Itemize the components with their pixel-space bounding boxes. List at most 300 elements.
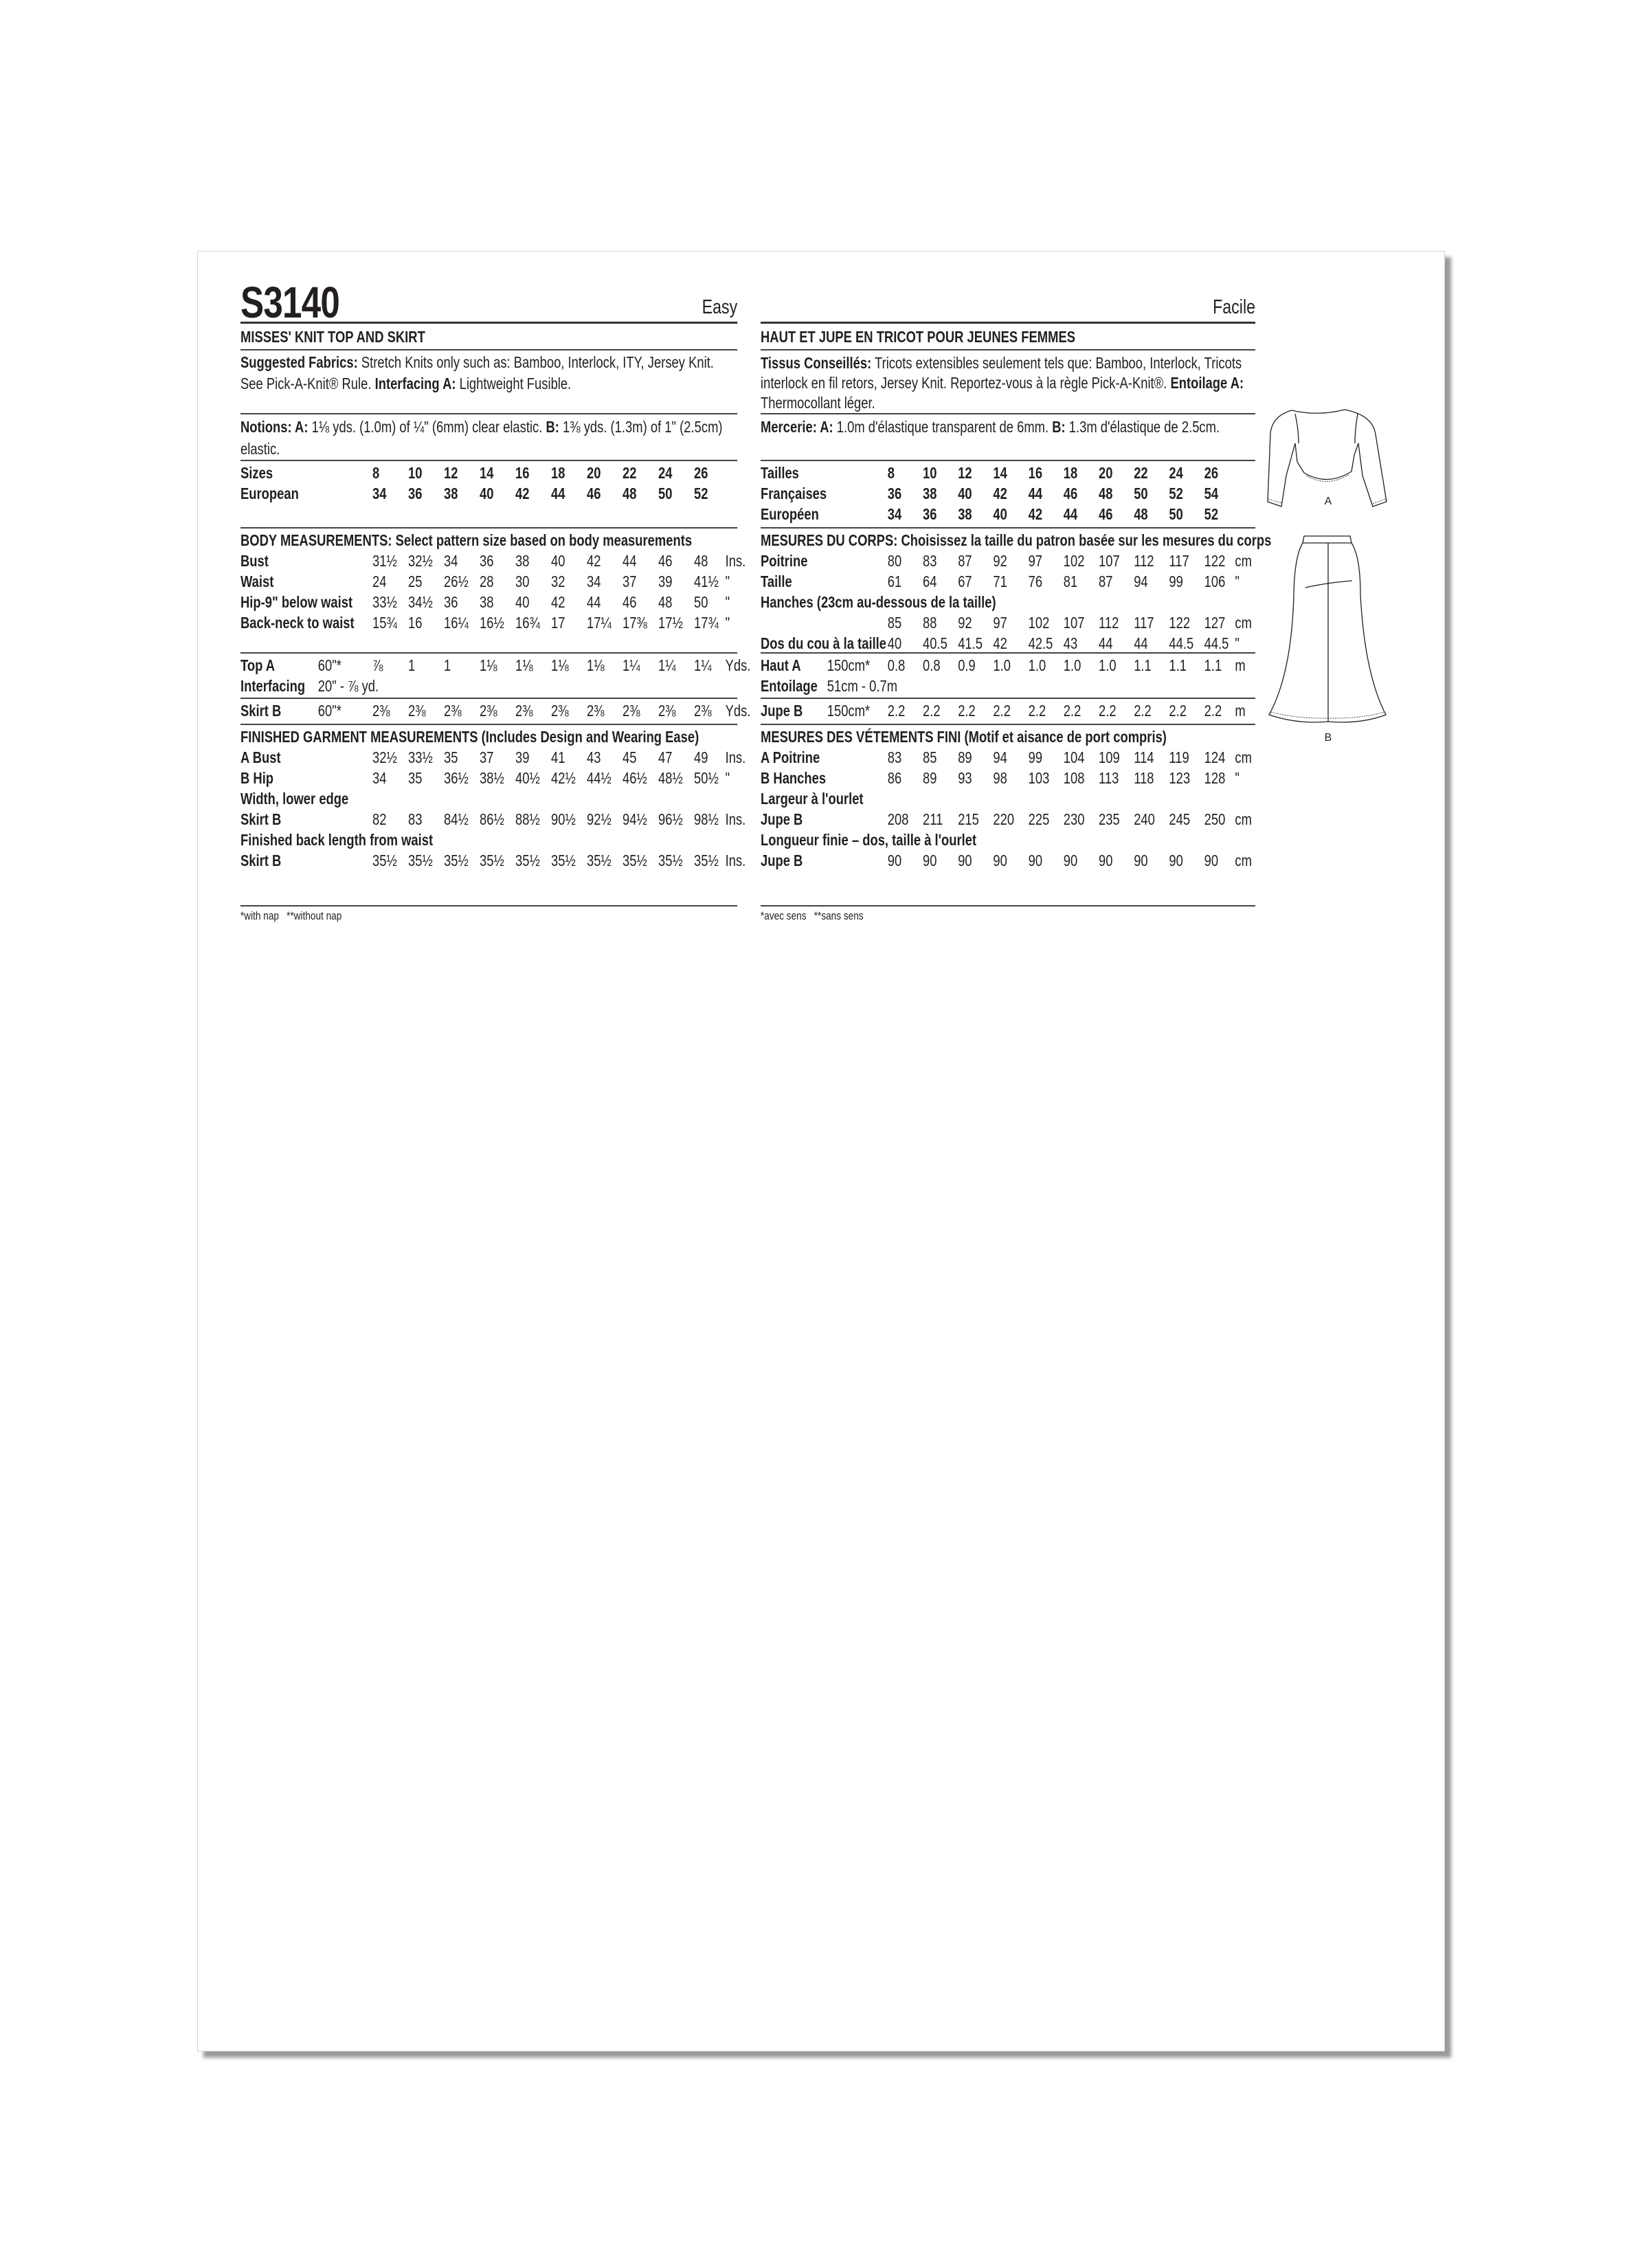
pattern-title: MISSES' KNIT TOP AND SKIRT	[240, 324, 737, 351]
size-value: 52	[1204, 505, 1219, 523]
size-value: 37	[622, 572, 637, 590]
row-label: Width, lower edge	[240, 790, 349, 808]
sizes-table	[761, 461, 1255, 529]
size-value: 34½	[408, 593, 433, 611]
size-value: 52	[1169, 485, 1183, 502]
size-value: 18	[1063, 464, 1078, 482]
size-value: 71	[993, 572, 1007, 590]
size-value: 35½	[622, 852, 647, 869]
row-label: Jupe B	[761, 702, 803, 720]
size-value: 12	[444, 464, 458, 482]
size-value: 90½	[551, 810, 576, 828]
finished-measurements-table	[761, 725, 1255, 907]
size-value: 52	[694, 485, 708, 502]
size-value: 1⅛	[480, 656, 497, 674]
suggested-fabrics	[761, 351, 1255, 414]
size-value: 1	[444, 656, 451, 674]
unit-label: m	[1235, 702, 1246, 720]
table-row	[240, 655, 751, 676]
size-value: 97	[993, 614, 1007, 632]
size-value: 112	[1099, 614, 1119, 632]
size-value: 54	[1204, 485, 1219, 502]
size-value: 35½	[408, 852, 433, 869]
table-row	[240, 788, 737, 809]
size-value: 245	[1169, 810, 1191, 828]
size-value: 35	[444, 748, 458, 766]
table-row	[761, 592, 1255, 612]
table-row	[761, 700, 1255, 721]
fabric-width: 51cm - 0.7m	[827, 677, 898, 695]
size-value: 38½	[480, 769, 504, 787]
size-value: 42	[551, 593, 565, 611]
size-value: 39	[515, 748, 530, 766]
interfacing-label: Interfacing A:	[374, 375, 456, 392]
size-value: 41½	[694, 572, 719, 590]
size-value: 119	[1169, 748, 1189, 766]
notions	[761, 414, 1255, 461]
size-value: 103	[1028, 769, 1050, 787]
size-value: 48	[1099, 485, 1113, 502]
unit-label: Yds.	[725, 702, 751, 720]
size-value: 50½	[694, 769, 719, 787]
size-value: 16	[408, 614, 423, 632]
size-value: 92½	[587, 810, 612, 828]
fabrics-text: Stretch Knits only such as: Bamboo, Interlock, ITY, Jersey Knit. See Pick-A-Knit® Rule.	[240, 353, 714, 392]
size-value: 31½	[372, 552, 397, 570]
size-value: 10	[923, 464, 937, 482]
fabric-width: 150cm*	[827, 702, 871, 720]
size-value: 33½	[408, 748, 433, 766]
size-value: 38	[480, 593, 494, 611]
size-value: 87	[958, 552, 972, 570]
row-label: Skirt B	[240, 852, 282, 869]
size-value: 211	[923, 810, 943, 828]
size-value: 43	[1063, 634, 1078, 652]
size-value: 0.9	[958, 656, 976, 674]
size-value: 215	[958, 810, 979, 828]
size-value: 17½	[658, 614, 683, 632]
size-value: 89	[923, 769, 937, 787]
row-label: Sizes	[240, 464, 273, 482]
footnote-nap: *avec sens	[761, 909, 807, 922]
size-value: 1¼	[658, 656, 676, 674]
size-value: 67	[958, 572, 972, 590]
size-value: 8	[887, 464, 895, 482]
size-value: 44	[1028, 485, 1043, 502]
interfacing-label: Entoilage A:	[1170, 374, 1244, 392]
english-column	[240, 278, 751, 923]
size-value: 2⅜	[372, 702, 390, 720]
row-label: Top A	[240, 656, 276, 674]
size-value: 93	[958, 769, 972, 787]
size-value: 90	[1063, 852, 1078, 869]
unit-label: cm	[1235, 552, 1252, 570]
section-heading-text: MESURES DU CORPS: Choisissez la taille du patron basée sur les mesures du corps	[761, 531, 1272, 549]
size-value: 42	[587, 552, 601, 570]
size-value: 99	[1028, 748, 1043, 766]
unit-label: "	[725, 593, 730, 611]
size-value: 2.2	[993, 702, 1011, 720]
size-value: 97	[1028, 552, 1043, 570]
size-value: 106	[1204, 572, 1226, 590]
size-value: 14	[480, 464, 494, 482]
size-value: 86	[887, 769, 902, 787]
size-value: 34	[587, 572, 601, 590]
size-value: 44	[1099, 634, 1113, 652]
size-value: 107	[1063, 614, 1085, 632]
table-row	[761, 768, 1255, 788]
size-value: 30	[515, 572, 530, 590]
size-value: 83	[887, 748, 902, 766]
size-value: 43	[587, 748, 601, 766]
size-value: 38	[923, 485, 937, 502]
row-label: Européen	[761, 505, 819, 523]
size-value: 22	[622, 464, 637, 482]
size-value: 17¼	[587, 614, 612, 632]
size-value: 24	[1169, 464, 1183, 482]
row-label: Taille	[761, 572, 792, 590]
size-value: 49	[694, 748, 708, 766]
table-row	[240, 850, 746, 871]
size-value: 1¼	[622, 656, 640, 674]
row-label: Back-neck to waist	[240, 614, 355, 632]
row-label: European	[240, 485, 299, 502]
size-value: 86½	[480, 810, 504, 828]
notions-a: 1.0m d'élastique transparent de 6mm.	[833, 418, 1053, 436]
size-value: 36	[408, 485, 423, 502]
size-value: 42.5	[1028, 634, 1053, 652]
size-value: 41.5	[958, 634, 983, 652]
table-row	[761, 612, 1255, 633]
row-label: Waist	[240, 572, 274, 590]
size-value: 32½	[372, 748, 397, 766]
size-value: 1.1	[1169, 656, 1187, 674]
size-value: 42	[515, 485, 530, 502]
size-value: 2⅜	[658, 702, 676, 720]
size-value: 108	[1063, 769, 1085, 787]
size-value: 2⅜	[480, 702, 497, 720]
yardage-skirt-table	[761, 699, 1255, 725]
size-value: 35½	[480, 852, 504, 869]
difficulty-level: Easy	[702, 296, 738, 318]
size-value: 1¼	[694, 656, 712, 674]
size-value: 0.8	[887, 656, 906, 674]
size-value: 40	[551, 552, 565, 570]
notions-label: Notions: A:	[240, 418, 309, 436]
size-value: 10	[408, 464, 423, 482]
size-value: 40	[887, 634, 902, 652]
size-value: 113	[1099, 769, 1119, 787]
size-value: 12	[958, 464, 972, 482]
size-value: 81	[1063, 572, 1078, 590]
unit-label: "	[1235, 769, 1239, 787]
row-label: Interfacing	[240, 677, 306, 695]
fabric-width: 60"*	[317, 702, 341, 720]
size-value: 2.2	[923, 702, 941, 720]
notions-b: 1.3m d'élastique de 2.5cm.	[1065, 418, 1220, 436]
size-value: 1⅛	[551, 656, 569, 674]
size-value: 17¾	[694, 614, 719, 632]
size-value: 45	[622, 748, 637, 766]
size-value: 48	[694, 552, 708, 570]
table-row	[240, 747, 746, 768]
footnote	[240, 907, 737, 923]
size-value: 46	[587, 485, 601, 502]
section-heading	[761, 726, 1255, 747]
footnote	[761, 907, 1255, 923]
table-row	[240, 830, 737, 850]
size-value: 38	[515, 552, 530, 570]
table-row	[761, 504, 1255, 524]
size-value: 39	[658, 572, 673, 590]
size-value: 15¾	[372, 614, 397, 632]
row-label: Skirt B	[240, 702, 282, 720]
size-value: 107	[1099, 552, 1120, 570]
size-value: 2⅜	[551, 702, 569, 720]
size-value: 16¾	[515, 614, 540, 632]
difficulty-level: Facile	[1213, 296, 1255, 318]
row-label: Hanches (23cm au-dessous de la taille)	[761, 593, 996, 611]
size-value: 40.5	[923, 634, 947, 652]
table-row	[240, 463, 737, 483]
size-value: 20	[1099, 464, 1113, 482]
size-value: 26	[1204, 464, 1219, 482]
size-value: 92	[958, 614, 972, 632]
size-value: 34	[444, 552, 458, 570]
notions-b-label: B:	[546, 418, 559, 436]
skirt-b-illustration	[1269, 536, 1386, 744]
size-value: 44	[1063, 505, 1078, 523]
view-b-label: B	[1324, 732, 1332, 744]
size-value: 2.2	[1169, 702, 1187, 720]
size-value: 2⅜	[694, 702, 712, 720]
size-value: 35½	[372, 852, 397, 869]
body-measurements-table	[761, 529, 1272, 654]
french-column	[761, 289, 1272, 923]
size-value: 26½	[444, 572, 469, 590]
size-value: 124	[1204, 748, 1226, 766]
size-value: 2.2	[958, 702, 976, 720]
unit-label: "	[725, 572, 730, 590]
size-value: 2.2	[1099, 702, 1117, 720]
notions-b: 1⅜ yds. (1.3m) of 1" (2.5cm) elastic.	[240, 418, 723, 458]
row-label	[761, 612, 888, 633]
size-value: 25	[408, 572, 423, 590]
header	[240, 278, 738, 327]
table-row	[240, 592, 737, 612]
size-value: 2.2	[1134, 702, 1152, 720]
size-value: 46½	[622, 769, 647, 787]
size-value: 220	[993, 810, 1015, 828]
size-value: 42	[993, 634, 1007, 652]
size-value: 35½	[587, 852, 612, 869]
size-value: 118	[1134, 769, 1154, 787]
size-value: 1	[408, 656, 416, 674]
size-value: 250	[1204, 810, 1226, 828]
row-label: B Hip	[240, 769, 274, 787]
unit-label: cm	[1235, 614, 1252, 632]
size-value: 102	[1028, 614, 1050, 632]
row-label: Entoilage	[761, 677, 818, 695]
size-value: 42½	[551, 769, 576, 787]
size-value: 64	[923, 572, 937, 590]
size-value: 1.0	[1099, 656, 1117, 674]
size-value: 1.0	[1028, 656, 1046, 674]
size-value: 17	[551, 614, 565, 632]
footnote-nap: *with nap	[240, 909, 279, 922]
size-value: 2⅜	[408, 702, 426, 720]
pattern-number: S3140	[240, 278, 340, 327]
size-value: 44½	[587, 769, 612, 787]
section-heading	[761, 530, 1272, 551]
size-value: 46	[1099, 505, 1113, 523]
table-row	[240, 571, 737, 592]
fabrics-text: Tricots extensibles seulement tels que: Bamboo, Interlock, Tricots interlock en fil retors, Jersey Knit. Reportez-vous à la règle Pick-A-Knit®.	[761, 354, 1242, 392]
table-row	[761, 551, 1255, 571]
size-value: 20	[587, 464, 601, 482]
section-heading-text: BODY MEASUREMENTS: Select pattern size based on body measurements	[240, 531, 693, 549]
row-label: Poitrine	[761, 552, 808, 570]
size-value: 50	[1134, 485, 1148, 502]
pattern-title: HAUT ET JUPE EN TRICOT POUR JEUNES FEMMES	[761, 324, 1255, 351]
size-value: 38	[444, 485, 458, 502]
size-value: 35½	[551, 852, 576, 869]
size-value: 2.2	[887, 702, 906, 720]
size-value: 2.2	[1028, 702, 1046, 720]
row-label: B Hanches	[761, 769, 827, 787]
yardage-skirt-table	[240, 699, 751, 725]
size-value: 99	[1169, 572, 1183, 590]
row-label: Dos du cou à la taille	[761, 634, 887, 652]
size-value: 122	[1169, 614, 1191, 632]
size-value: 46	[622, 593, 637, 611]
size-value: 83	[923, 552, 937, 570]
size-value: 76	[1028, 572, 1043, 590]
row-label: Hip-9" below waist	[240, 593, 353, 611]
size-value: 230	[1063, 810, 1085, 828]
row-label: Largeur à l'ourlet	[761, 790, 864, 808]
size-value: 117	[1169, 552, 1189, 570]
size-value: 48	[1134, 505, 1148, 523]
footnote-no-nap: **without nap	[287, 909, 342, 922]
unit-label: cm	[1235, 748, 1252, 766]
size-value: 235	[1099, 810, 1120, 828]
size-value: 127	[1204, 614, 1226, 632]
size-value: 24	[372, 572, 387, 590]
size-value: 17⅜	[622, 614, 647, 632]
unit-label: Ins.	[725, 552, 746, 570]
size-value: 90	[993, 852, 1007, 869]
size-value: 34	[372, 769, 387, 787]
notions-label: Mercerie: A:	[761, 418, 833, 436]
unit-label: cm	[1235, 852, 1252, 869]
notions-a: 1⅛ yds. (1.0m) of ¼" (6mm) clear elastic.	[308, 418, 546, 436]
size-value: 40	[515, 593, 530, 611]
size-value: 44.5	[1169, 634, 1194, 652]
size-value: 1⅛	[587, 656, 605, 674]
size-value: 32½	[408, 552, 433, 570]
section-heading	[240, 726, 737, 747]
size-value: 41	[551, 748, 565, 766]
table-row	[240, 809, 746, 830]
top-a-illustration	[1268, 410, 1387, 507]
table-row	[761, 850, 1255, 871]
size-value: 38	[958, 505, 972, 523]
suggested-fabrics	[240, 351, 737, 414]
section-heading-text: MESURES DES VÉTEMENTS FINI (Motif et aisance de port compris)	[761, 728, 1167, 746]
size-value: 90	[923, 852, 937, 869]
size-value: 46	[1063, 485, 1078, 502]
garment-illustrations	[1257, 399, 1409, 811]
table-row	[761, 633, 1255, 654]
size-value: 87	[1099, 572, 1113, 590]
size-value: 240	[1134, 810, 1155, 828]
size-value: 50	[1169, 505, 1183, 523]
table-row	[761, 676, 1255, 696]
size-value: 40	[958, 485, 972, 502]
size-value: 48	[622, 485, 637, 502]
size-value: 32	[551, 572, 565, 590]
size-value: 16¼	[444, 614, 469, 632]
table-row	[761, 463, 1255, 483]
size-value: 40	[480, 485, 494, 502]
notions-b-label: B:	[1052, 418, 1066, 436]
notions	[240, 414, 737, 461]
unit-label: "	[1235, 572, 1239, 590]
unit-label: Ins.	[725, 810, 746, 828]
size-value: 1.1	[1134, 656, 1152, 674]
section-heading-text: FINISHED GARMENT MEASUREMENTS (Includes Design and Wearing Ease)	[240, 728, 699, 746]
unit-label: Yds.	[725, 656, 751, 674]
unit-label: Ins.	[725, 748, 746, 766]
size-value: 40	[993, 505, 1007, 523]
row-label: Jupe B	[761, 810, 803, 828]
size-value: 28	[480, 572, 494, 590]
size-value: 44	[1134, 634, 1148, 652]
size-value: 88½	[515, 810, 540, 828]
size-value: 90	[887, 852, 902, 869]
sizes-table	[240, 461, 737, 529]
size-value: 90	[1169, 852, 1183, 869]
size-value: 16½	[480, 614, 504, 632]
size-value: 2.2	[1204, 702, 1222, 720]
unit-label: "	[1235, 634, 1239, 652]
size-value: 47	[658, 748, 673, 766]
size-value: ⅞	[372, 656, 383, 674]
size-value: 90	[958, 852, 972, 869]
section-heading	[240, 530, 737, 551]
size-value: 208	[887, 810, 909, 828]
size-value: 34	[372, 485, 387, 502]
size-value: 42	[993, 485, 1007, 502]
row-label: Tailles	[761, 464, 799, 482]
row-label: Haut A	[761, 656, 801, 674]
size-value: 48½	[658, 769, 683, 787]
size-value: 44	[587, 593, 601, 611]
size-value: 44	[622, 552, 637, 570]
size-value: 94½	[622, 810, 647, 828]
size-value: 2⅜	[622, 702, 640, 720]
size-value: 94	[993, 748, 1007, 766]
size-value: 90	[1099, 852, 1113, 869]
size-value: 128	[1204, 769, 1226, 787]
table-row	[240, 700, 751, 721]
interfacing-text: Thermocollant léger.	[761, 394, 875, 412]
table-row	[761, 830, 1255, 850]
size-value: 22	[1134, 464, 1148, 482]
table-row	[761, 571, 1255, 592]
size-value: 98½	[694, 810, 719, 828]
